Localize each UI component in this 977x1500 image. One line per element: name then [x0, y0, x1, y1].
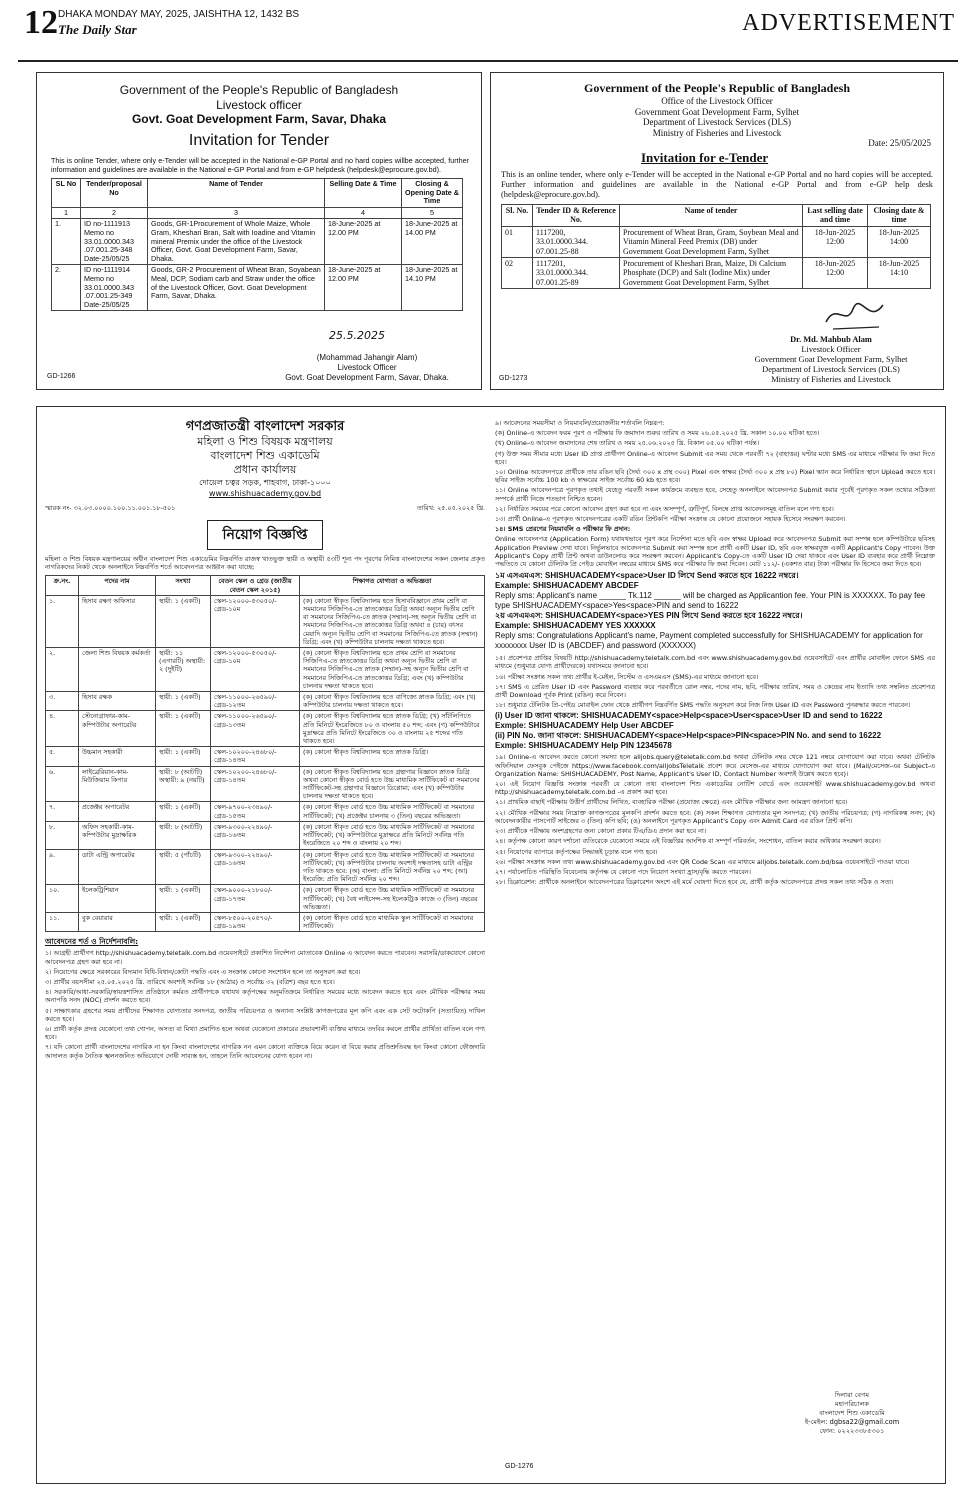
col-sl: SL No: [52, 179, 81, 208]
memo-date: তারিখ: ২৫.০৫.২০২৫ খ্রি.: [416, 504, 485, 512]
sms-title: ১৪। SMS প্রেরণের নিয়মাবলি ও পরীক্ষার ফি প্রদান:: [495, 525, 631, 534]
cell-qualification: (ক) কোনো স্বীকৃত বিশ্ববিদ্যালয় হতে প্রথম শ্রেণি বা সমমানের সিজিপিএ-তে স্নাতকোত্তর ডিগ্রি অথবা অন্যূন দ্বিতীয় শ্রেণি বা সমমানের সিজিপিএ-তে স্নাতক (সম্মান)-সহ অন্যূন দ্বিতীয় শ্রেণি বা সমমানের সিজিপিএ-তে স্নাতকোত্তর ডিগ্রি; এবং (খ) কম্পিউটার চালনায় দক্ষতা থাকতে হবে।: [300, 648, 485, 692]
sms-steps: [495, 571, 935, 651]
cell-sl: 1.: [52, 219, 81, 265]
office-line: Government Goat Development Farm, Sylhet: [634, 106, 800, 117]
cell-no: ২.: [46, 648, 79, 692]
ad-code: GD-1266: [47, 373, 76, 380]
cell-selling: 18-Jun-2025 12:00: [803, 258, 868, 289]
col-num: 1: [52, 207, 81, 219]
condition-item: ২২। মৌখিক পরীক্ষার সময় নিম্নোক্ত কাগজপত্রের মূলকপি প্রদর্শন করতে হবে: (ক) সকল শিক্ষাগত যোগ্যতার মূল সনদপত্র; (খ) জাতীয় পরিচয়পত্র; (গ) নাগরিকত্ব সনদ; (ঘ) আবেদনকারীর পাসপোর্ট সাইজের ৩ (তিন) কপি ছবি; (ঙ) অনলাইনে পূরণকৃত Applicant's Copy এবং Admit Card এর রঙিন প্রিন্ট কপি।: [495, 808, 935, 825]
title-wrap: [45, 520, 485, 550]
sms-step-1-reply: Reply sms: Applicant's name ______ Tk.112 ______ will be charged as Applicantion fee. Your PIN is XXXXXX. To pay fee type SHISHUACADEMY<space>Yes<space>PIN and send to 16222: [495, 591, 926, 611]
condition-item: ৭। যদি কোনো প্রার্থী বাংলাদেশের নাগরিক না হন কিংবা বাংলাদেশের নাগরিক নন এমন কোনো ব্যক্তিকে বিয়ে করেন বা বিয়ে করার প্রতিশ্রুতিবদ্ধ হন কিংবা কোনো ফৌজদারি আদালত কর্তৃক নৈতিক স্খলনজনিত অভিযোগে দোষী সাব্যস্ত হন, তাহলে তিনি আবেদনের যোগ্য হবেন না।: [45, 1043, 485, 1060]
condition-item: ২৮। ডিক্লারেশন: প্রার্থীকে অনলাইনে আবেদনপত্রের ডিক্লারেশন অংশে এই মর্মে ঘোষণা দিতে হবে যে, প্রার্থী কর্তৃক আবেদনপত্রে প্রদত্ত সকল তথ্য সঠিক ও সত্য।: [495, 878, 894, 887]
cell-count: স্থায়ী: ৮ (আটটি) অস্থায়ী: ৯ (নয়টি): [156, 766, 211, 802]
table-row: [52, 265, 463, 311]
condition-item: ১৮। শুধুমাত্র টেলিটক প্রি-পেইড মোবাইল ফোন থেকে প্রার্থীগণ নিম্নবর্ণিত SMS পদ্ধতি অনুসরণ করে নিজ নিজ User ID এবং Password পুনরুদ্ধার করতে পারবেন।: [495, 701, 911, 710]
col-name: Name of Tender: [148, 179, 325, 208]
cell-no: ৮.: [46, 821, 79, 849]
ad-office-lines: [491, 96, 943, 138]
cell-post: প্রজেক্টর অপারেটর: [79, 802, 156, 821]
col-selling: Last selling date and time: [803, 205, 868, 227]
signature: [821, 297, 891, 333]
condition-item: ২৭। পর্যালোচিত পরিস্থিতি বিবেচনায় কর্তৃপক্ষ যে কোনো পদে নিয়োগ সংখ্যা হ্রাস/বৃদ্ধি করতে পারবেন।: [495, 867, 751, 876]
cell-name: Procurement of Kheshari Bran, Maize, Di Calcium Phosphate (DCP) and Salt (Iodine Mix) under Government Goat Development Farm, Sylhet: [620, 258, 803, 289]
cell-post: বুক বেয়ারার: [79, 912, 156, 931]
right-conditions: [495, 419, 935, 568]
condition-item: ১২। নির্ধারিত সময়ের পরে কোনো আবেদন গ্রহণ করা হবে না এবং অসম্পূর্ণ, ত্রুটিপূর্ণ, বিলম্বে প্রাপ্ত আবেদনসমূহ বাতিল বলে গণ্য হবে।: [495, 504, 834, 513]
ad-intro: This is an online tender, where only e-Tender will be accepted in the National e-GP Portal and no hard copies will be accepted. Further information and guidelines are available in the National e-GP Portal and from e-GP help desk (helpdesk@eprocure.gov.bd).: [501, 170, 933, 199]
page-header: [0, 0, 977, 66]
condition-item: ১৬। পরীক্ষা সংক্রান্ত সকল তথ্য প্রার্থীর ই-মেইল, সিস্টেম ও এসএমএস (SMS)-এর মাধ্যমে জানানো হবে।: [495, 672, 759, 681]
condition-item: ৬। প্রার্থী কর্তৃক প্রদত্ত যেকোনো তথ্য গোপন, অসত্য বা মিথ্যা প্রমাণিত হলে অথবা যেকোনো প্রকারের প্রভাবশালী ব্যক্তির মাধ্যমে তদবির করলে প্রার্থীর প্রার্থিতা বাতিল বলে গণ্য হবে।: [45, 1024, 485, 1042]
more-conditions: [495, 654, 935, 709]
ad-gov-name: গণপ্রজাতন্ত্রী বাংলাদেশ সরকার: [185, 419, 345, 434]
newspaper-name: The Daily Star: [58, 22, 137, 37]
recover-user-id-example: Exmple: SHISHUACADEMY Help User ABCDEF: [495, 721, 674, 731]
signer-office: Govt. Goat Development Farm, Savar, Dhaka.: [285, 373, 449, 382]
ad-ministry: মহিলা ও শিশু বিষয়ক মন্ত্রণালয়: [197, 435, 333, 448]
table-row: [46, 766, 485, 802]
cell-no: ১০.: [46, 885, 79, 913]
cell-post: অফিস সহকারী-কাম-কম্পিউটার মুদ্রাক্ষরিক: [79, 821, 156, 849]
signer-line: Government Goat Development Farm, Sylhet: [754, 355, 908, 364]
ad-title: Invitation for e-Tender: [641, 150, 769, 165]
cell-qualification: (ক) কোনো স্বীকৃত বোর্ড হতে উচ্চ মাধ্যমিক সার্টিফিকেট বা সমমানের সার্টিফিকেট; (খ) বৈধ লাইসেন্স-সহ ইলেকট্রিক কাজে ৩ (তিন) বছরের অভিজ্ঞতা।: [300, 885, 485, 913]
condition-item: ১১। Online আবেদনপত্রে পূরণকৃত তথ্যই যেহেতু পরবর্তী সকল কার্যক্রমে ব্যবহৃত হবে, সেহেতু অনলাইনে আবেদনপত্র Submit করার পূর্বেই পূরণকৃত সকল তথ্যের সঠিকতা সম্পর্কে প্রার্থী নিজে শতভাগ নিশ্চিত হবেন।: [495, 486, 935, 503]
cell-count: স্থায়ী: ১ (একটি): [156, 747, 211, 766]
cell-no: ১.: [46, 595, 79, 647]
condition-item: ১৩। প্রার্থী Online-এ পূরণকৃত আবেদনপত্রের একটি রঙিন প্রিন্টকপি পরীক্ষা সংক্রান্ত যে কোনো প্রয়োজনে সহায়ক হিসেবে সংরক্ষণ করবেন।: [495, 515, 846, 524]
dateline: DHAKA MONDAY MAY, 2025, JAISHTHA 12, 1432 BS: [58, 9, 300, 20]
ad-date: Date: 25/05/2025: [868, 138, 931, 148]
ad-address: দোয়েল চত্বর সড়ক, শাহবাগ, ঢাকা-১০০০: [199, 478, 331, 487]
cell-qualification: (ক) কোনো স্বীকৃত বোর্ড হতে উচ্চ মাধ্যমিক সার্টিফিকেট বা সমমানের সার্টিফিকেট; (খ) কম্পিউটার চালনায় অবশ্যই দক্ষতাসহ ডাটা এন্ট্রির গতি থাকতে হবে: (অ) বাংলা: প্রতি মিনিটে সর্বনিম্ন ২০ শব্দ; (আ) ইংরেজি: প্রতি মিনিটে সর্বনিম্ন ২০ শব্দ।: [300, 849, 485, 885]
office-line: Ministry of Fisheries and Livestock: [652, 127, 782, 138]
condition-item: (খ) Online-এ আবেদন জমাদানের শেষ তারিখ ও সময় ২৫.০৬.২০২৫ খ্রি. বিকাল ০৫.০০ ঘটিকা পর্যন্ত।: [495, 439, 759, 448]
recover-pin: (ii) PIN No. জানা থাকলে: SHISHUACADEMY<space>Help<space>PIN<space>PIN No. and send to 16222: [495, 731, 882, 741]
cell-no: ৬.: [46, 766, 79, 802]
cell-sl: 2.: [52, 265, 81, 311]
tender-table: [501, 204, 931, 289]
memo-row: [45, 503, 485, 514]
ad-intro: মহিলা ও শিশু বিষয়ক মন্ত্রণালয়ের অধীন বাংলাদেশ শিশু একাডেমির নিম্নবর্ণিত রাজস্ব খাতভুক্ত স্থায়ী ও অস্থায়ী ৫৩টি শূন্য পদ পূরণের নিমিত্ত বাংলাদেশের সকল জেলার প্রকৃত নাগরিকদের নিকট থেকে অনলাইনে নিম্নবর্ণিত শর্তে আবেদনপত্র আহ্বান করা যাচ্ছে:: [45, 555, 485, 572]
col-num: 2: [81, 207, 148, 219]
condition-item: ২১। প্রাথমিক বাছাই পরীক্ষায় উত্তীর্ণ প্রার্থীদের লিখিত, ব্যবহারিক পরীক্ষা (প্রযোজ্য ক্ষেত্রে) এবং মৌখিক পরীক্ষার জন্য আমন্ত্রণ জানানো হবে।: [495, 798, 848, 807]
cell-name: Goods, GR-1Procurement of Whole Maize, Whole Gram, Kheshari Bran, Salt with Ioadine and Vitamin mineral Premix under the office of the Livestock Officer, Govt. Goat Development Farm, Savar, Dhaka.: [148, 219, 325, 265]
cell-id: ID no-1111913 Memo no 33.01.0000.343 .07.001.25-348 Date-25/05/25: [81, 219, 148, 265]
ad-academy: বাংলাদেশ শিশু একাডেমি: [210, 449, 320, 462]
signer-phone: ফোন: ০২২২৩৩৮৫৩০১: [819, 1427, 885, 1435]
left-column: [45, 419, 485, 1062]
condition-item: ১। আগ্রহী প্রার্থীগণ http://shishuacademy.teletalk.com.bd ওয়েবসাইটে প্রকাশিত নির্দেশনা মোতাবেক Online এ আবেদন করতে পারবেন। সরাসরি/ডাকযোগে কোনো আবেদনপত্র গ্রহণ করা হবে না।: [45, 949, 485, 966]
cell-scale: স্কেল-১২০০০-৫৩০৫০/- গ্রেড-১০ম: [211, 648, 300, 692]
recover-pin-example: Exmple: SHISHUACADEMY Help PIN 12345678: [495, 741, 672, 751]
table-row: [46, 912, 485, 931]
cell-qualification: (ক) কোনো স্বীকৃত বোর্ড হতে উচ্চ মাধ্যমিক সার্টিফিকেট বা সমমানের সার্টিফিকেট; (খ) প্রজেক্টর চালনায় ৩ (তিন) বছরের অভিজ্ঞতা।: [300, 802, 485, 821]
col-closing: Closing & Opening Date & Time: [402, 179, 463, 208]
condition-item: ১০। Online আবেদনপত্রে প্রার্থীকে তার রঙিন ছবি (দৈর্ঘ্য ৩০০ x প্রস্থ ৩০০) Pixel এবং স্বাক্ষর (দৈর্ঘ্য ৩০০ x প্রস্থ ৮০) Pixel স্ক্যান করে নির্ধারিত স্থানে Upload করতে হবে। ছবির সাইজ সর্বোচ্চ 100 kb ও স্বাক্ষরের সাইজ সর্বোচ্চ 60 kb হতে হবে।: [495, 468, 935, 485]
cell-sl: 02: [502, 258, 533, 289]
cell-scale: স্কেল-৯৩০০-২২৪৯০/- গ্রেড-১৬তম: [211, 849, 300, 885]
signer-title: Livestock Officer: [337, 363, 397, 372]
condition-item: ৩। প্রার্থীর বয়সসীমা ২৫.০৫.২০২৫ খ্রি. তারিখে অবশ্যই সর্বনিম্ন ১৮ (আঠার) ও সর্বোচ্চ ৩২ (বত্রিশ) বছর হতে হবে।: [45, 977, 335, 986]
cell-scale: স্কেল-৮৫০০-২০৫৭০/- গ্রেড-১৯তম: [211, 912, 300, 931]
recover-user-id: (i) User ID জানা থাকলে: SHISHUACADEMY<space>Help<space>User<space>User ID and send to 16222: [495, 711, 883, 721]
cell-post: হিসাব রক্ষক: [79, 692, 156, 711]
sms-step-1: ১ম এসএমএস: SHISHUACADEMY<space>User ID লিখে Send করতে হবে 16222 নম্বরে।: [495, 571, 799, 581]
cell-count: স্থায়ী: ১ (একটি): [156, 912, 211, 931]
col-num: 4: [325, 207, 402, 219]
cell-id: 1117201, 33.01.0000.344. 07.001.25-89: [533, 258, 620, 289]
ad-code: GD-1276: [505, 1463, 534, 1470]
col-selling: Selling Date & Time: [325, 179, 402, 208]
condition-item: ২৫। নিয়োগের ব্যাপারে কর্তৃপক্ষের সিদ্ধান্তই চূড়ান্ত বলে গণ্য হবে।: [495, 847, 658, 856]
ad-title: Invitation for Tender: [188, 132, 330, 149]
signer-org: বাংলাদেশ শিশু একাডেমি: [819, 1409, 885, 1417]
col-name: Name of tender: [620, 205, 803, 227]
signer-block: [267, 353, 467, 383]
ad-office: প্রধান কার্যালয়: [233, 463, 297, 476]
tender-ad-savar: [36, 72, 482, 390]
page-number: 12: [24, 4, 58, 41]
left-conditions: [45, 949, 485, 1059]
ad-office: Livestock officer: [216, 98, 302, 112]
cell-closing: 18-Jun-2025 14:10: [868, 258, 931, 289]
cell-closing: 18-June-2025 at 14.00 PM: [402, 219, 463, 265]
sms-step-2: ২য় এসএমএস: SHISHUACADEMY<space>YES PIN লিখে Send করতে হবে 16222 নম্বরে।: [495, 611, 803, 621]
cell-count: স্থায়ী: ১ (একটি): [156, 595, 211, 647]
cell-no: ৩.: [46, 692, 79, 711]
cell-scale: স্কেল-৯৭০০-২৩৪৯০/- গ্রেড-১৫তম: [211, 802, 300, 821]
signer-title: মহাপরিচালক: [834, 1400, 870, 1408]
cell-count: স্থায়ী: ৫ (পাঁচটি): [156, 849, 211, 885]
signer-line: Department of Livestock Services (DLS): [762, 365, 900, 374]
condition-item: ১৫। প্রবেশপত্র প্রাপ্তির বিষয়টি http://shishuacademy.teletalk.com.bd এবং www.shishuacademy.gov.bd ওয়েবসাইটে এবং প্রার্থীর মোবাইল ফোনে SMS এর মাধ্যমে (শুধুমাত্র যোগ্য প্রার্থীদেরকে) যথাসময়ে জানানো হবে।: [495, 654, 935, 671]
header-divider: [18, 60, 958, 62]
cell-no: ৫.: [46, 747, 79, 766]
table-row: [46, 648, 485, 692]
ad-code: GD-1273: [499, 375, 528, 382]
office-line: Office of the Livestock Officer: [661, 96, 773, 106]
col-qualification: শিক্ষাগত যোগ্যতা ও অভিজ্ঞতা: [300, 576, 485, 595]
sms-step-1-example: Example: SHISHUACADEMY ABCDEF: [495, 581, 639, 591]
cell-name: Procurement of Wheat Bran, Gram, Soybean Meal and Vitamin Mineral Feed Premix (DB) under Government Goat Development Farm, Sylhet: [620, 226, 803, 257]
cell-closing: 18-Jun-2025 14:00: [868, 226, 931, 257]
table-row: [502, 258, 931, 289]
help-text: ১৯। Online-এ আবেদন করতে কোনো সমস্যা হলে alljobs.query@teletalk.com.bd অথবা টেলিটক নম্বর থেকে 121 নম্বরে যোগাযোগ করা যাবে। অথবা টেলিটক অফিসিয়াল ফেসবুক পেইজে https://www.facebook.com/alljobsTeletalk প্রবেশ করে মেসেজ-এর মাধ্যমে যোগাযোগ করা যাবে। (Mail/মেসেজ-এর Subject-এ Organization Name: SHISHUACADEMY, Post Name, Applicant's User ID, Contact Number অবশ্যই উল্লেখ করতে হবে)।: [495, 753, 935, 778]
cell-post: লাইব্রেরিয়ান-কাম-মিউজিয়াম কিপার: [79, 766, 156, 802]
col-num: 3: [148, 207, 325, 219]
cell-qualification: (ক) কোনো স্বীকৃত বোর্ড হতে মাধ্যমিক স্কুল সার্টিফিকেট বা সমমানের সার্টিফিকেট।: [300, 912, 485, 931]
cell-scale: স্কেল-১১০০০-২৬৫৯০/- গ্রেড-১২তম: [211, 692, 300, 711]
signer-name: দিলারা বেগম: [834, 1391, 870, 1399]
cell-qualification: (ক) কোনো স্বীকৃত বিশ্ববিদ্যালয় হতে বাণিজ্যে স্নাতক ডিগ্রি; এবং (খ) কম্পিউটার চালনায় দক্ষতা থাকতে হবে।: [300, 692, 485, 711]
table-row: [46, 821, 485, 849]
signature: 25.5.2025: [329, 329, 385, 342]
cell-count: স্থায়ী: ১ (একটি): [156, 692, 211, 711]
sms-step-2-example: Example: SHISHUACADEMY YES XXXXXX: [495, 621, 656, 631]
cell-scale: স্কেল-১২০০০-৫৩০৫০/- গ্রেড-১০ম: [211, 595, 300, 647]
col-tender-id: Tender ID & Reference No.: [533, 205, 620, 227]
cell-qualification: (ক) কোনো স্বীকৃত বিশ্ববিদ্যালয় হতে হিসাববিজ্ঞানে প্রথম শ্রেণি বা সমমানের সিজিপিএ-তে স্নাতকোত্তর ডিগ্রি অথবা অন্যূন দ্বিতীয় শ্রেণি বা সমমানের সিজিপিএ-তে স্নাতক (সম্মান)-সহ অন্যূন দ্বিতীয় শ্রেণি বা সমমানের সিজিপিএ-তে স্নাতকোত্তর ডিগ্রি অথবা ৪ (চার) বৎসর মেয়াদি অন্যূন দ্বিতীয় শ্রেণি বা সমমানের সিজিপিএ-তে স্নাতক (সম্মান) ডিগ্রি; এবং (খ) কম্পিউটার চালনায় দক্ষতা থাকতে হবে।: [300, 595, 485, 647]
cell-post: ডাটা এন্ট্রি অপারেটর: [79, 849, 156, 885]
sms-step-2-reply: Reply sms: Congratulations Applicant's name, Payment completed successfully for SHISHUACADEMY for application for xxxxxxxx User ID is (ABCDEF) and password (XXXXXX): [495, 631, 923, 651]
ad-title: নিয়োগ বিজ্ঞপ্তি: [207, 520, 322, 550]
final-conditions: [495, 753, 935, 886]
col-tender-no: Tender/proposal No: [81, 179, 148, 208]
cell-name: Goods, GR-2 Procurement of Wheat Bran, Soyabean Meal, DCP, Sodiam carb and Straw under the office of the Livestock Officer, Govt. Goat Development Farm, Savar, Dhaka.: [148, 265, 325, 311]
cell-post: ইলেকট্রিশিয়ান: [79, 885, 156, 913]
cell-qualification: (ক) কোনো স্বীকৃত বিশ্ববিদ্যালয় হতে স্নাতক ডিগ্রি; (খ) সাঁটলিপিতে প্রতি মিনিটে ইংরেজিতে ৮০ ও বাংলায় ৫০ শব্দ; এবং (গ) কম্পিউটারে মুদ্রাক্ষরে প্রতি মিনিটে ইংরেজিতে ৩০ ও বাংলায় ২৫ শব্দের গতি থাকতে হবে।: [300, 711, 485, 747]
memo-number: স্মারক নং- ৩২.০৩.০০০০.১০০.১১.০০১.১৮-৫০১: [45, 504, 176, 512]
table-row: [52, 219, 463, 265]
tender-table: [51, 178, 463, 311]
table-row: [46, 595, 485, 647]
cell-scale: স্কেল-১০২০০-২৪৬৮০/- গ্রেড-১৪তম: [211, 766, 300, 802]
right-column: [495, 419, 935, 888]
cell-no: ৪.: [46, 711, 79, 747]
condition-item: ২০। এই নিয়োগ বিজ্ঞপ্তি সংক্রান্ত পরবর্তী যে কোনো তথ্য বাংলাদেশ শিশু একাডেমির নোটিশ বোর্ডে এবং ওয়েবসাইট www.shishuacademy.gov.bd অথবা http://shishuacademy.teletalk.com.bd -এ প্রকাশ করা হবে।: [495, 780, 935, 797]
condition-item: (ক) Online-এ আবেদন ফরম পূরণ ও পরীক্ষার ফি জমাদান শুরুর তারিখ ও সময় ২৬.০৫.২০২৫ খ্রি. সকাল ১০.০০ ঘটিকা হতে।: [495, 429, 820, 438]
condition-item: (গ) উক্ত সময় সীমার মধ্যে User ID প্রাপ্ত প্রার্থীগণ Online-এ আবেদন Submit এর সময় থেকে পরবর্তী ৭২ (বাহাত্তর) ঘণ্টার মধ্যে SMS এর মাধ্যমে পরীক্ষার ফি জমা দিতে হবে।: [495, 449, 935, 466]
cell-scale: স্কেল-৯০০০-২১৮০০/- গ্রেড-১৭তম: [211, 885, 300, 913]
signer-name: Dr. Md. Mahbub Alam: [790, 335, 872, 344]
condition-item: ১৭। SMS এ প্রেরিত User ID এবং Password ব্যবহার করে পরবর্তীতে রোল নম্বর, পদের নাম, ছবি, পরীক্ষার তারিখ, সময় ও কেন্দ্রের নাম ইত্যাদি তথ্য সম্বলিত প্রবেশপত্র প্রার্থী Download পূর্বক Print (রঙিন) করে নিবেন।: [495, 682, 935, 700]
col-sl: Sl. No.: [502, 205, 533, 227]
cell-count: স্থায়ী: ১ (একটি): [156, 711, 211, 747]
signer-block: [777, 1391, 927, 1436]
cell-selling: 18-June-2025 at 12.00 PM: [325, 219, 402, 265]
conditions-title: আবেদনের শর্ত ও নির্দেশনাবলি:: [45, 937, 139, 947]
table-row: [46, 802, 485, 821]
condition-item: ২। নিয়োগের ক্ষেত্রে সরকারের বিদ্যমান বিধি-বিধান/কোটা পদ্ধতি এবং এ সংক্রান্ত কোনো সংশোধন হলে তা অনুসরণ করা হবে।: [45, 967, 361, 976]
cell-count: স্থায়ী: ১ (একটি): [156, 802, 211, 821]
ad-gov-name: Government of the People's Republic of Bangladesh: [584, 81, 850, 95]
signer-name: (Mohammad Jahangir Alam): [316, 353, 418, 362]
posts-table: [45, 575, 485, 932]
condition-item: ২৬। পরীক্ষা সংক্রান্ত সকল তথ্য www.shishuacademy.gov.bd এবং QR Code Scan এর মাধ্যমে alljobs.teletalk.com.bd/bsa ওয়েবসাইটে পাওয়া যাবে।: [495, 857, 910, 866]
section-title: ADVERTISEMENT: [742, 10, 955, 36]
condition-item: ৪। সরকারি/আধা-সরকারি/স্বায়ত্তশাসিত প্রতিষ্ঠানে কর্মরত প্রার্থীগণকে যথাযথ কর্তৃপক্ষের অনুমতিক্রমে নির্ধারিত সময়ের মধ্যে আবেদন করতে হবে এবং মৌখিক পরীক্ষার সময় অনাপত্তি সনদ (NOC) প্রদর্শন করতে হবে।: [45, 988, 485, 1005]
cell-qualification: (ক) কোনো স্বীকৃত বোর্ড হতে উচ্চ মাধ্যমিক সার্টিফিকেট বা সমমানের সার্টিফিকেট; (খ) কম্পিউটারে মুদ্রাক্ষরে প্রতি মিনিটে সর্বনিম্ন গতি ইংরেজিতে ২০ শব্দ ও বাংলায় ২০ শব্দ।: [300, 821, 485, 849]
col-count: সংখ্যা: [156, 576, 211, 595]
office-line: Department of Livestock Services (DLS): [643, 117, 791, 127]
signer-email: ই-মেইল: dgbsa22@gmail.com: [804, 1418, 900, 1426]
condition-item: ৫। সাক্ষাৎকার গ্রহণের সময় প্রার্থীদের শিক্ষাগত যোগ্যতার সনদপত্র, জাতীয় পরিচয়পত্র ও অন্যান্য সংশ্লিষ্ট কাগজপত্রের মূল কপি এবং এক সেট ফটোকপি (সত্যায়িত) দাখিল করতে হবে।: [45, 1006, 485, 1023]
ad-farm: Govt. Goat Development Farm, Savar, Dhaka: [131, 112, 387, 126]
signer-line: Livestock Officer: [801, 345, 861, 354]
ad-intro: This is online Tender, where only e-Tender will be accepted in the National e-GP Portal and no hard copies willbe accepted, further information and guidelines are available in the National e-GP Portal and from e-GP helpdesk (helpdesk@eprocure.gov.bd).: [51, 156, 469, 174]
table-row: [46, 711, 485, 747]
cell-count: স্থায়ী: ৮ (আটটি): [156, 821, 211, 849]
cell-post: জেলা শিশু বিষয়ক কর্মকর্তা: [79, 648, 156, 692]
ad-website-link[interactable]: www.shishuacademy.gov.bd: [208, 489, 322, 498]
cell-scale: স্কেল-৯৩০০-২২৪৯০/- গ্রেড-১৬তম: [211, 821, 300, 849]
sms-text: Online আবেদনপত্র (Application Form) যথাযথভাবে পূরণ করে নির্দেশনা মতে ছবি এবং স্বাক্ষর Upload করে আবেদনপত্র Submit করা সম্পন্ন হলে কম্পিউটারে ছবিসহ Application Preview দেখা যাবে। নির্ভুলভাবে আবেদনপত্র Submit করা সম্পন্ন হলে প্রার্থী একটি User ID, ছবি এবং স্বাক্ষরযুক্ত একটি Applicant's Copy পাবেন। উক্ত Applicant's Copy প্রার্থী প্রিন্ট অথবা ডাউনলোড করে সংরক্ষণ করবেন। Applicant's Copy-তে একটি User ID দেয়া থাকবে এবং User ID ব্যবহার করে প্রার্থী নিম্নোক্ত পদ্ধতিতে যে কোনো টেলিটক প্রি পেইড মোবাইল নম্বরের মাধ্যমে SMS করে পরীক্ষার ফি জমা দিবেন। মোট ১১২/- (একশত বার) টাকা পরীক্ষার ফি হিসেবে জমা দিতে হবে।: [495, 535, 935, 569]
condition-item: ৯। আবেদনের সময়সীমা ও নিয়মাবলি/প্রয়োজনীয় শর্তাবলি নিম্নরূপ:: [495, 419, 665, 427]
col-scale: বেতন স্কেল ও গ্রেড (জাতীয় বেতন স্কেল ২০১৫): [211, 576, 300, 595]
cell-id: 1117200, 33.01.0000.344. 07.001.25-88: [533, 226, 620, 257]
table-row: [502, 226, 931, 257]
cell-no: ৯.: [46, 849, 79, 885]
signer-line: Ministry of Fisheries and Livestock: [771, 375, 891, 384]
cell-sl: 01: [502, 226, 533, 257]
table-row: [46, 849, 485, 885]
cell-scale: স্কেল-১১০০০-২৬৫৯০/- গ্রেড-১৩তম: [211, 711, 300, 747]
cell-selling: 18-Jun-2025 12:00: [803, 226, 868, 257]
col-closing: Closing date & time: [868, 205, 931, 227]
cell-count: স্থায়ী: ১১ (এগারটি) অস্থায়ী: ২ (দুইটি): [156, 648, 211, 692]
cell-scale: স্কেল-১০২০০-২৪৬৮০/- গ্রেড-১৪তম: [211, 747, 300, 766]
cell-closing: 18-June-2025 at 14.10 PM: [402, 265, 463, 311]
recruitment-ad-shishu-academy: [36, 406, 946, 1484]
cell-qualification: (ক) কোনো স্বীকৃত বিশ্ববিদ্যালয় হতে গ্রন্থাগার বিজ্ঞানে স্নাতক ডিগ্রি অথবা কোনো স্বীকৃত বোর্ড হতে উচ্চ মাধ্যমিক সার্টিফিকেট বা সমমানের সার্টিফিকেট-সহ গ্রন্থাগার বিজ্ঞানে ডিপ্লোমা; এবং (খ) কম্পিউটার চালনায় দক্ষতা থাকতে হবে।: [300, 766, 485, 802]
cell-no: ৭.: [46, 802, 79, 821]
signer-block: [721, 335, 941, 385]
cell-post: স্টেনোগ্রাফার-কাম-কম্পিউটার অপারেটর: [79, 711, 156, 747]
table-row: [46, 747, 485, 766]
ad-gov-name: Government of the People's Republic of Bangladesh: [119, 83, 399, 97]
condition-item: ২৩। প্রার্থীকে পরীক্ষায় অংশগ্রহণের জন্য কোনো প্রকার টিএ/ডিএ প্রদান করা হবে না।: [495, 827, 707, 836]
table-row: [46, 885, 485, 913]
condition-item: ২৪। কর্তৃপক্ষ কোনো কারণ দর্শানো ব্যতিরেকে যেকোনো সময়ে এই বিজ্ঞপ্তির আংশিক বা সম্পূর্ণ পরিবর্তন, সংশোধন, বাতিল করার অধিকার সংরক্ষণ করেন।: [495, 837, 881, 846]
table-row: [46, 692, 485, 711]
cell-post: উচ্চমান সহকারী: [79, 747, 156, 766]
col-no: ক্র.নং.: [46, 576, 79, 595]
col-num: 5: [402, 207, 463, 219]
cell-id: ID no-1111914 Memo no 33.01.0000.343 .07.001.25-349 Date-25/05/25: [81, 265, 148, 311]
tender-ad-sylhet: [490, 72, 944, 390]
recovery-steps: [495, 711, 935, 751]
cell-qualification: (ক) কোনো স্বীকৃত বিশ্ববিদ্যালয় হতে স্নাতক ডিগ্রি।: [300, 747, 485, 766]
cell-no: ১১.: [46, 912, 79, 931]
cell-selling: 18-June-2025 at 12.00 PM: [325, 265, 402, 311]
cell-post: হিসাব রক্ষণ অফিসার: [79, 595, 156, 647]
cell-count: স্থায়ী: ১ (একটি): [156, 885, 211, 913]
col-post: পদের নাম: [79, 576, 156, 595]
